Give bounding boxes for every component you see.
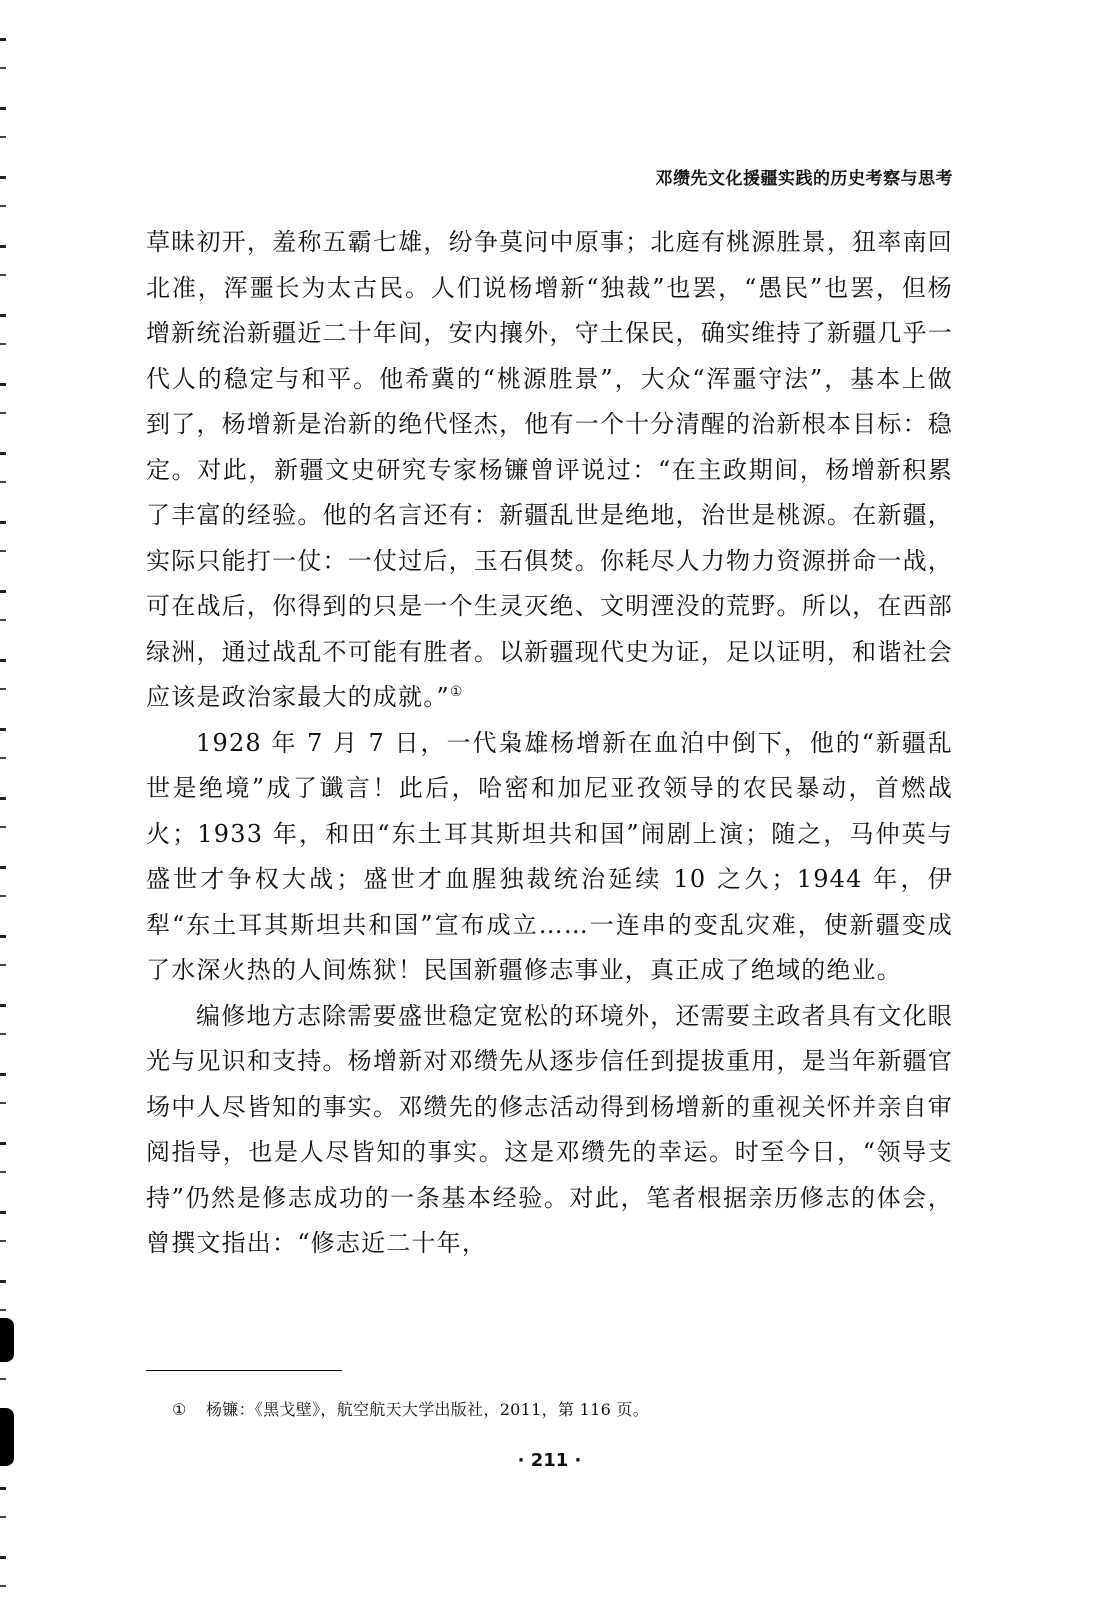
footnote-reference[interactable]: ① — [449, 684, 464, 700]
running-head: 邓缵先文化援疆实践的历史考察与思考 — [655, 169, 953, 189]
paragraph: 编修地方志除需要盛世稳定宽松的环境外，还需要主政者具有文化眼光与见识和支持。杨增新对邓缵先从逐步信任到提拔重用，是当年新疆官场中人尽皆知的事实。邓缵先的修志活动得到杨增新的重视关怀并亲自审阅指导，也是人尽皆知的事实。这是邓缵先的幸运。时至今日，“领导支持”仍然是修志成功的一条基本经验。对此，笔者根据亲历修志的体会，曾撰文指出：“修志近二十年， — [146, 1001, 953, 1257]
footnote-text: 杨镰：《黑戈壁》，航空航天大学出版社，2011，第 116 页。 — [206, 1400, 650, 1419]
paragraph — [146, 220, 953, 721]
footnote-rule — [146, 1370, 342, 1371]
scan-mark — [0, 1318, 14, 1362]
footnote-mark: ① — [172, 1400, 187, 1419]
page-number: · 211 · — [517, 1450, 582, 1471]
body-text — [146, 220, 953, 1267]
paragraph-text: 草昧初开，羞称五霸七雄，纷争莫问中原事；北庭有桃源胜景，狃率南回北准，浑噩长为太古民。人们说杨增新“独裁”也罢，“愚民”也罢，但杨增新统治新疆近二十年间，安内攘外，守土保民，确实维持了新疆几乎一代人的稳定与和平。他希冀的“桃源胜景”，大众“浑噩守法”，基本上做到了，杨增新是治新的绝代怪杰，他有一个十分清醒的治新根本目标：稳定。对此，新疆文史研究专家杨镰曾评说过：“在主政期间，杨增新积累了丰富的经验。他的名言还有：新疆乱世是绝地，治世是桃源。在新疆，实际只能打一仗：一仗过后，玉石俱焚。你耗尽人力物力资源拼命一战，可在战后，你得到的只是一个生灵灭绝、文明湮没的荒野。所以，在西部绿洲，通过战乱不可能有胜者。以新疆现代史为证，足以证明，和谐社会应该是政治家最大的成就。” — [146, 228, 953, 711]
footnote — [172, 1397, 649, 1420]
paragraph: 1928 年 7 月 7 日，一代枭雄杨增新在血泊中倒下，他的“新疆乱世是绝境”成了谶言！此后，哈密和加尼亚孜领导的农民暴动，首燃战火；1933 年，和田“东土耳其斯坦共和国”闹剧上演；随之，马仲英与盛世才争权大战；盛世才血腥独裁统治延续 10 之久；1944 年，伊犁“东土耳其斯坦共和国”宣布成立……一连串的变乱灾难，使新疆变成了水深火热的人间炼狱！民国新疆修志事业，真正成了绝域的绝业。 — [146, 728, 953, 984]
